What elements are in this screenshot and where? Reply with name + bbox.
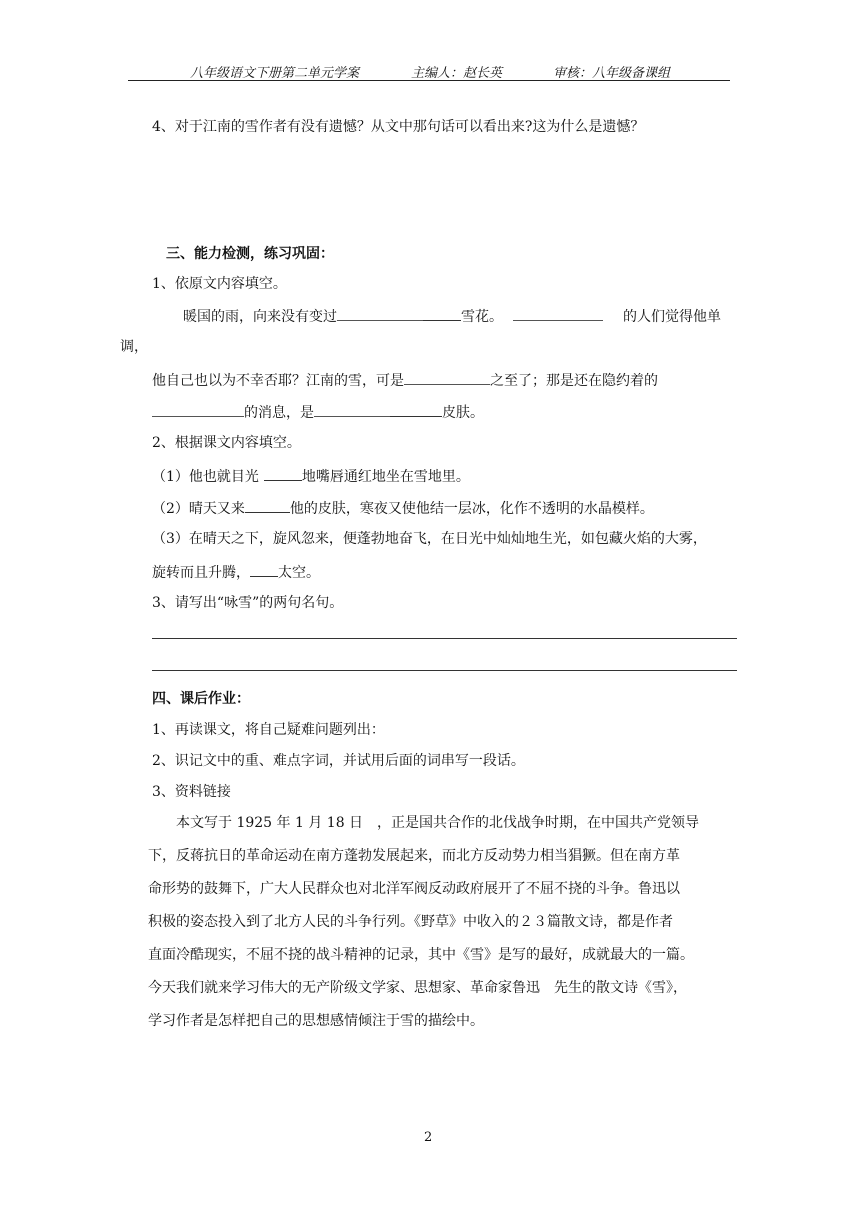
text: 他的皮肤，寒夜又使他结一层冰，化作不透明的水晶模样。 [289,501,654,517]
fill-blank[interactable] [250,562,278,577]
text: 地嘴唇通红地坐在雪地里。 [301,469,470,485]
text: 旋转而且升腾， [152,565,250,581]
s4-item3: 3、资料链接 [152,784,231,800]
text: 之至了；那是还在隐约着的 [490,373,658,389]
answer-line[interactable] [152,670,737,671]
s4-item2: 2、识记文中的重、难点字词，并试用后面的词串写一段话。 [152,753,525,769]
reference-paragraph-line: 本文写于 1925 年 1 月 18 日 ，正是国共合作的北伐战争时期，在中国共产党领导 [176,815,700,831]
s3-item1-line4 [152,402,484,422]
s3-item1-line2: 调， [120,339,148,355]
fill-blank[interactable] [245,498,290,513]
s3-item1-label: 1、依原文内容填空。 [152,276,287,292]
reference-paragraph-line: 下，反蒋抗日的革命运动在南方蓬勃发展起来，而北方反动势力相当猖獗。但在南方革 [148,848,680,864]
text: 太空。 [278,565,320,581]
s3-item1-line3 [152,370,658,390]
text: 皮肤。 [442,405,484,421]
fill-blank[interactable] [390,402,442,417]
text: （2）晴天又来 [152,501,245,517]
fill-blank[interactable] [264,466,302,481]
s3-item2-sentence4 [152,562,320,582]
header-course-title: 八年级语文下册第二单元学案 [190,66,360,81]
header-editor: 主编人：赵长英 [411,66,503,81]
fill-blank[interactable] [404,370,490,385]
s4-item1: 1、再读课文，将自己疑难问题列出： [152,722,385,738]
page-number: 2 [424,1130,433,1145]
s3-item3: 3、请写出“咏雪”的两句名句。 [152,595,344,611]
question-4: 4、对于江南的雪作者有没有遗憾？从文中那句话可以看出来?这为什么是遗憾？ [152,119,645,135]
text: 他自己也以为不幸否耶？江南的雪，可是 [152,373,404,389]
answer-line[interactable] [152,638,737,639]
page-header [128,62,730,80]
reference-paragraph-line: 直面冷酷现实，不屈不挠的战斗精神的记录，其中《雪》是写的最好，成就最大的一篇。 [148,947,694,963]
text: 的消息，是 [244,405,314,421]
s3-item2-label: 2、根据课文内容填空。 [152,435,301,451]
fill-blank[interactable] [513,306,603,321]
reference-paragraph-line: 命形势的鼓舞下，广大人民群众也对北洋军阀反动政府展开了不屈不挠的斗争。鲁迅以 [148,881,680,897]
section-4-title: 四、课后作业： [152,691,250,707]
header-reviewer: 审核：八年级备课组 [553,66,671,81]
reference-paragraph-line: 学习作者是怎样把自己的思想感情倾注于雪的描绘中。 [148,1013,484,1029]
text: （1）他也就目光 [152,469,259,485]
s3-item1-line1 [183,306,721,326]
reference-paragraph-line: 今天我们就来学习伟大的无产阶级文学家、思想家、革命家鲁迅 先生的散文诗《雪》， [148,980,687,996]
text: 的人们觉得他单 [623,309,721,325]
fill-blank[interactable] [337,306,423,321]
s3-item2-sentence3: （3）在晴天之下，旋风忽来，便蓬勃地奋飞，在日光中灿灿地生光，如包藏火焰的大雾， [152,531,707,547]
fill-blank[interactable] [152,402,244,417]
text: 雪花。 [461,309,503,325]
text: 暖国的雨，向来没有变过 [183,309,337,325]
fill-blank[interactable] [423,306,461,321]
s3-item2-sentence1 [152,466,470,486]
reference-paragraph-line: 积极的姿态投入到了北方人民的斗争行列。《野草》中收入的２３篇散文诗，都是作者 [148,914,673,930]
header-divider [128,80,730,81]
section-3-title: 三、能力检测，练习巩固： [166,246,334,262]
fill-blank[interactable] [314,402,390,417]
s3-item2-sentence2 [152,498,654,518]
